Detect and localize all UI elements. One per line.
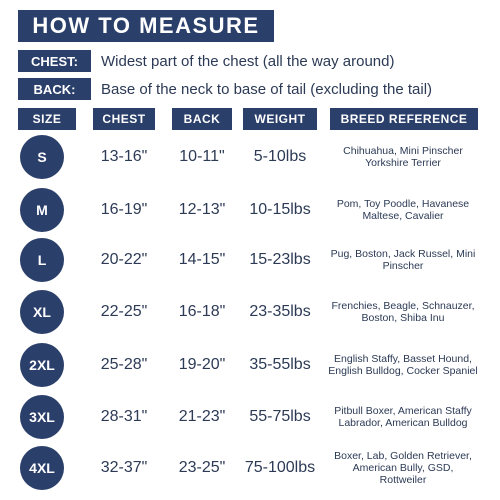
header-chest: CHEST [93,108,155,130]
back-value: 19-20" [178,356,226,373]
header-weight: WEIGHT [243,108,317,130]
header-breed-reference: BREED REFERENCE [330,108,478,130]
size-badge: 3XL [20,395,64,439]
header-size: SIZE [18,108,76,130]
back-value: 21-23" [178,408,226,425]
back-value: 16-18" [178,303,226,320]
chest-value: 28-31" [100,408,148,425]
weight-value: 23-35lbs [249,303,311,320]
chest-value: 16-19" [100,201,148,218]
table-row [0,335,500,395]
weight-value: 10-15lbs [249,201,311,218]
back-value: 10-11" [179,148,225,165]
table-row [0,438,500,498]
size-badge: S [20,135,64,179]
weight-value: 55-75lbs [249,408,311,425]
weight-value: 35-55lbs [249,356,311,373]
size-badge: M [20,188,64,232]
size-badge: 4XL [20,446,64,490]
page-title: HOW TO MEASURE [18,10,274,42]
breed-reference: Pom, Toy Poodle, Havanese Maltese, Cavalier [336,198,470,222]
breed-reference: Frenchies, Beagle, Schnauzer, Boston, Shiba Inu [331,300,475,324]
back-value: 14-15" [178,251,226,268]
chest-value: 25-28" [100,356,148,373]
breed-reference: English Staffy, Basset Hound, English Bulldog, Cocker Spaniel [328,353,478,377]
chest-value: 13-16" [100,148,148,165]
back-value: 23-25" [178,459,226,476]
weight-value: 15-23lbs [249,251,311,268]
chest-definition-label: CHEST: [18,50,91,72]
weight-value: 75-100lbs [244,459,316,476]
size-badge: L [20,238,64,282]
breed-reference: Boxer, Lab, Golden Retriever, American Bully, GSD, Rottweiler [334,450,472,486]
breed-reference: Pug, Boston, Jack Russel, Mini Pinscher [330,248,476,272]
breed-reference: Chihuahua, Mini Pinscher Yorkshire Terrier [343,145,463,169]
table-row [0,282,500,342]
breed-reference: Pitbull Boxer, American Staffy Labrador, American Bulldog [334,405,472,429]
chest-value: 20-22" [100,251,148,268]
chest-value: 32-37" [100,459,148,476]
back-definition-text: Base of the neck to base of tail (excluding the tail) [101,80,433,98]
header-back: BACK [172,108,232,130]
back-value: 12-13" [178,201,226,218]
back-definition-label: BACK: [18,78,91,100]
chest-value: 22-25" [100,303,148,320]
table-row [0,230,500,290]
size-badge: 2XL [20,343,64,387]
chest-definition-text: Widest part of the chest (all the way around) [101,52,395,70]
weight-value: 5-10lbs [253,148,307,165]
size-badge: XL [20,290,64,334]
table-row [0,127,500,187]
